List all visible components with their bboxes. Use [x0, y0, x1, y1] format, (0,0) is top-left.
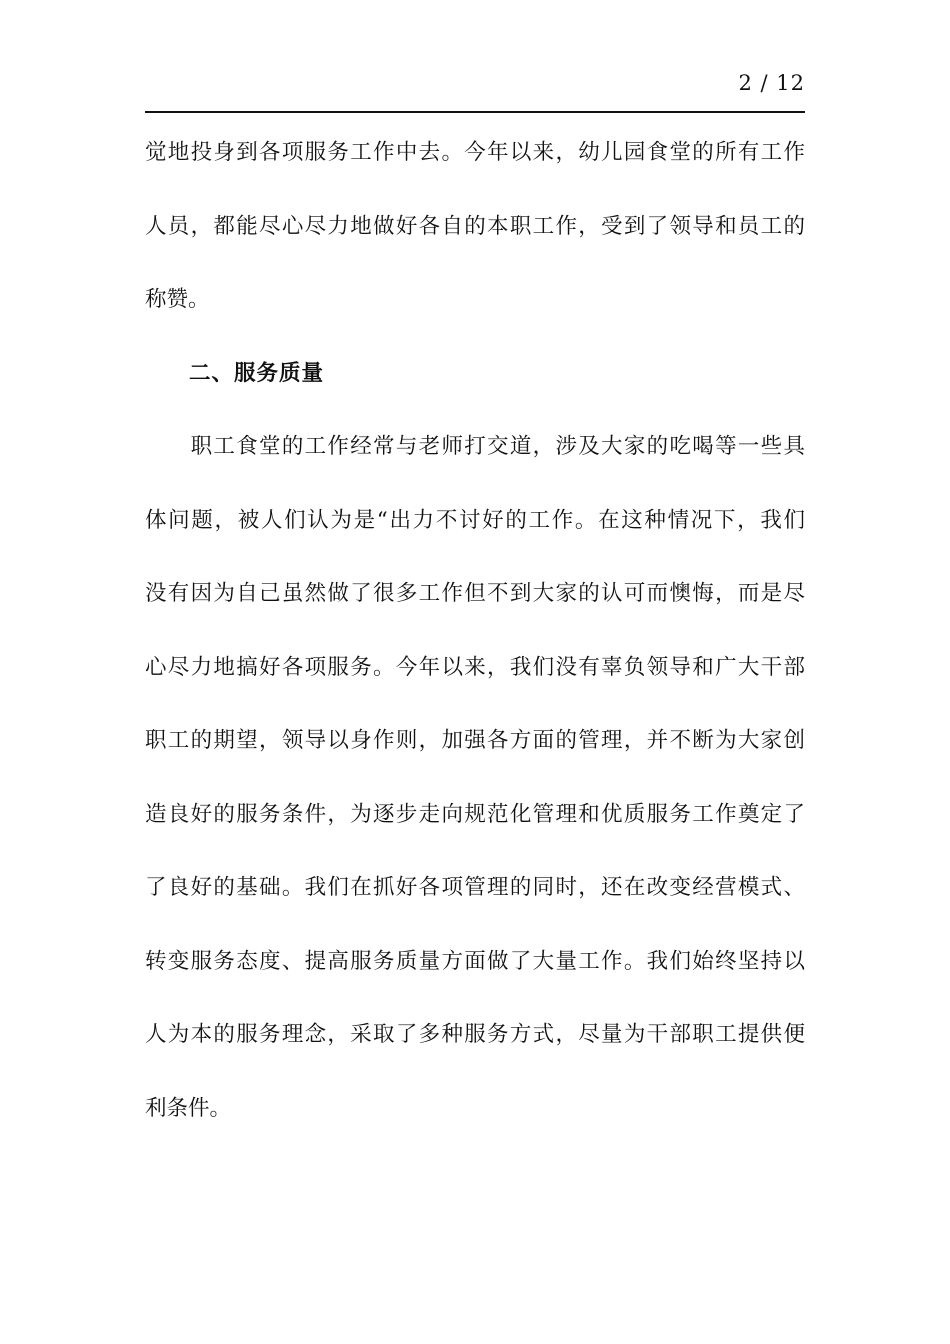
text-line: 人为本的服务理念，采取了多种服务方式，尽量为干部职工提供便	[145, 1022, 805, 1047]
text-line: 心尽力地搞好各项服务。今年以来，我们没有辜负领导和广大干部	[145, 654, 805, 680]
text-line: 人员，都能尽心尽力地做好各自的本职工作，受到了领导和员工的	[145, 213, 805, 239]
page-number: 2 / 12	[738, 71, 805, 95]
section-heading: 二、服务质量	[189, 360, 325, 386]
text-line: 没有因为自己虽然做了很多工作但不到大家的认可而懊悔，而是尽	[145, 581, 805, 606]
text-line: 职工食堂的工作经常与老师打交道，涉及大家的吃喝等一些具	[145, 434, 805, 459]
text-line: 转变服务态度、提高服务质量方面做了大量工作。我们始终坚持以	[145, 948, 805, 974]
paragraph-1	[145, 128, 805, 349]
text-line: 利条件。	[145, 1095, 232, 1121]
paragraph-2	[145, 422, 805, 1157]
text-line: 称赞。	[145, 287, 210, 312]
text-line: 体问题，被人们认为是“出力不讨好的工作。在这种情况下，我们	[145, 507, 805, 533]
text-line: 觉地投身到各项服务工作中去。今年以来，幼儿园食堂的所有工作	[145, 140, 805, 165]
header-rule	[145, 111, 805, 113]
document-body	[145, 128, 805, 1157]
text-line: 了良好的基础。我们在抓好各项管理的同时，还在改变经营模式、	[145, 875, 805, 900]
text-line: 造良好的服务条件，为逐步走向规范化管理和优质服务工作奠定了	[145, 801, 805, 827]
text-line: 职工的期望，领导以身作则，加强各方面的管理，并不断为大家创	[145, 728, 805, 753]
